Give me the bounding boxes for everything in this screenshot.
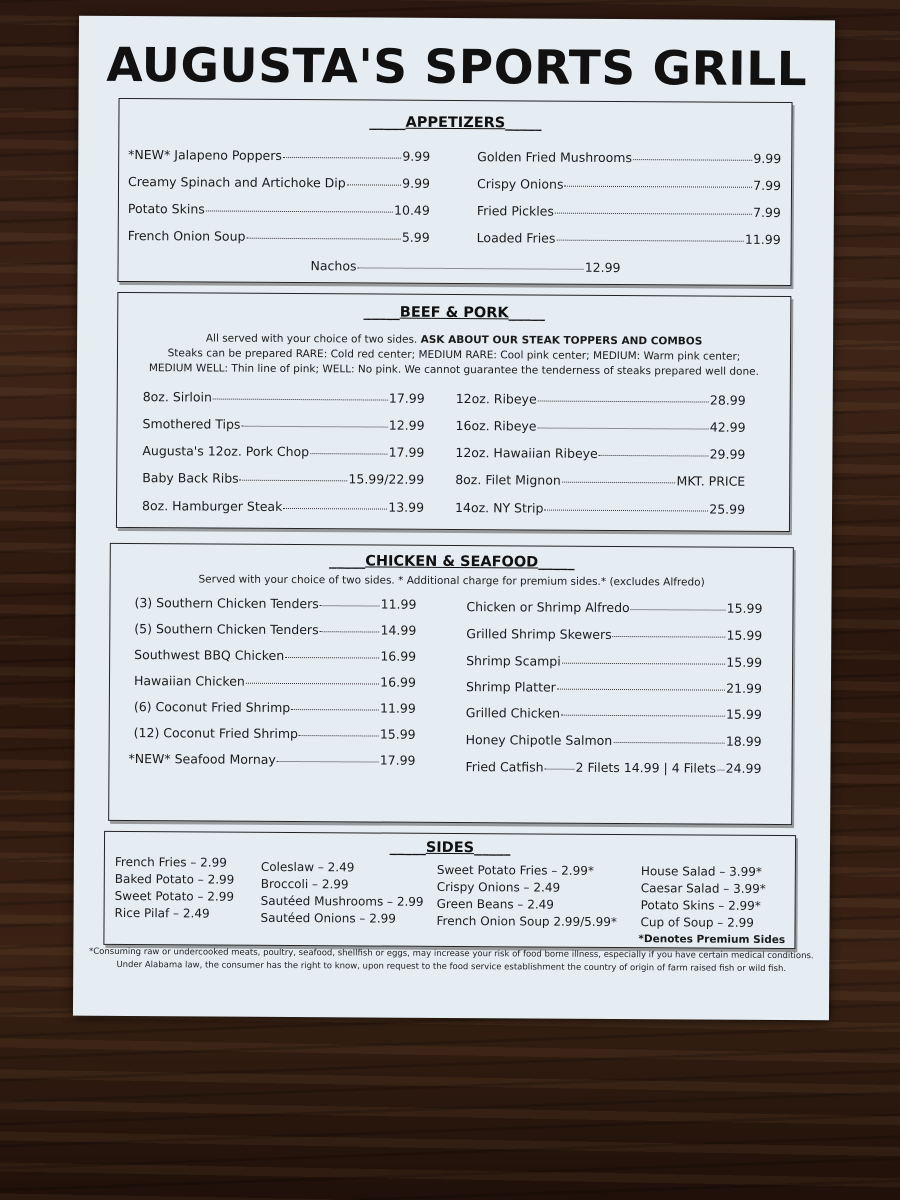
menu-item: Honey Chipotle Salmon 18.99 [465,732,762,749]
restaurant-title: AUGUSTA'S SPORTS GRILL [106,37,808,98]
side-item: Crispy Onions – 2.49 [436,879,561,895]
menu-item: Grilled Chicken 15.99 [465,705,762,722]
menu-item: 12oz. Ribeye 28.99 [455,391,746,408]
menu-item: *NEW* Jalapeno Poppers 9.99 [128,147,431,164]
chicken-seafood-section [108,543,794,825]
appetizers-section [117,98,792,286]
menu-item: (12) Coconut Fried Shrimp 15.99 [133,725,416,742]
menu-item: 14oz. NY Strip 25.99 [455,500,746,517]
appetizers-heading: _____APPETIZERS_____ [369,114,542,132]
premium-sides-note: *Denotes Premium Sides [638,933,786,947]
menu-item: (3) Southern Chicken Tenders 11.99 [134,595,417,612]
sides-section [103,831,796,949]
menu-item: Fried Pickles 7.99 [476,203,781,220]
side-item: Sweet Potato – 2.99 [114,888,235,904]
menu-item: Potato Skins 10.49 [127,201,430,218]
beef-pork-section [116,292,791,532]
menu-item: 8oz. Filet Mignon MKT. PRICE [455,472,746,489]
side-item: Sweet Potato Fries – 2.99* [436,862,594,878]
sides-column-1 [115,854,235,923]
chicken-seafood-note: Served with your choice of two sides. * Additional charge for premium sides.* (excludes Alfredo) [198,573,705,589]
side-item: Coleslaw – 2.49 [260,859,355,875]
consumer-advisory [83,946,819,976]
menu-item: French Onion Soup 5.99 [127,228,430,245]
chicken-seafood-heading: _____CHICKEN & SEAFOOD_____ [328,553,575,571]
side-item: Broccoli – 2.99 [260,876,349,892]
side-item: Green Beans – 2.49 [436,896,555,912]
advisory-line: Under Alabama law, the consumer has the right to know, upon request to the food service establishment the country of origin of farm raised fish or wild fish. [116,959,787,975]
menu-item: Nachos 12.99 [310,258,621,276]
side-item: Baked Potato – 2.99 [114,871,235,887]
menu-sheet [73,16,835,1021]
menu-item: 8oz. Hamburger Steak 13.99 [142,498,425,515]
side-item: Sautéed Mushrooms – 2.99 [260,893,424,909]
menu-item: Creamy Spinach and Artichoke Dip 9.99 [128,174,431,191]
menu-item: (5) Southern Chicken Tenders 14.99 [134,621,417,638]
side-item: Cup of Soup – 2.99 [640,915,754,930]
sides-column-2 [260,859,423,928]
menu-item: Shrimp Platter 21.99 [465,679,763,696]
menu-item: Baby Back Ribs 15.99/22.99 [142,470,425,487]
menu-item: Southwest BBQ Chicken 16.99 [134,647,417,664]
menu-item: Hawaiian Chicken 16.99 [133,673,417,690]
side-item: French Onion Soup 2.99/5.99* [436,913,617,930]
menu-item: *NEW* Seafood Mornay 17.99 [128,751,416,768]
sides-heading: _____SIDES_____ [389,839,511,857]
steak-doneness-note-2: MEDIUM WELL: Thin line of pink; WELL: No pink. We cannot guarantee the tenderness of steaks prepared well done. [148,362,759,378]
menu-item: Golden Fried Mushrooms 9.99 [477,149,782,166]
menu-item: Shrimp Scampi 15.99 [466,653,763,670]
menu-item: Loaded Fries 11.99 [476,230,781,247]
steak-doneness-note: Steaks can be prepared RARE: Cold red center; MEDIUM RARE: Cool pink center; MEDIUM: Warm pink center; [167,347,741,363]
menu-item: Augusta's 12oz. Pork Chop 17.99 [142,443,425,460]
side-item: House Salad – 3.99* [640,864,762,879]
menu-item: 8oz. Sirloin 17.99 [142,389,425,406]
beef-pork-note: All served with your choice of two sides. ASK ABOUT OUR STEAK TOPPERS AND COMBOS [205,332,703,348]
menu-item-fried-catfish: Fried Catfish 2 Filets 14.99 | 4 Filets 24.99 [465,759,762,776]
side-item: Rice Pilaf – 2.49 [114,905,210,921]
menu-item: Grilled Shrimp Skewers 15.99 [466,626,763,643]
advisory-line: *Consuming raw or undercooked meats, poultry, seafood, shellfish or eggs, may increase your risk of food borne illness, especially if you have certain medical conditions. [88,946,814,962]
menu-item: Smothered Tips 12.99 [142,416,425,433]
sides-column-4 [640,863,766,932]
menu-item: Crispy Onions 7.99 [476,176,782,193]
side-item: Potato Skins – 2.99* [640,898,761,913]
beef-pork-heading: _____BEEF & PORK_____ [363,304,545,322]
side-item: Sautéed Onions – 2.99 [260,910,397,926]
menu-item: (6) Coconut Fried Shrimp 11.99 [133,699,416,716]
sides-column-3 [436,862,617,931]
side-item: French Fries – 2.99 [114,854,227,870]
menu-item: 16oz. Ribeye 42.99 [455,418,746,435]
side-item: Caesar Salad – 3.99* [640,881,766,896]
menu-item: Chicken or Shrimp Alfredo 15.99 [466,599,763,616]
menu-item: 12oz. Hawaiian Ribeye 29.99 [455,445,746,462]
